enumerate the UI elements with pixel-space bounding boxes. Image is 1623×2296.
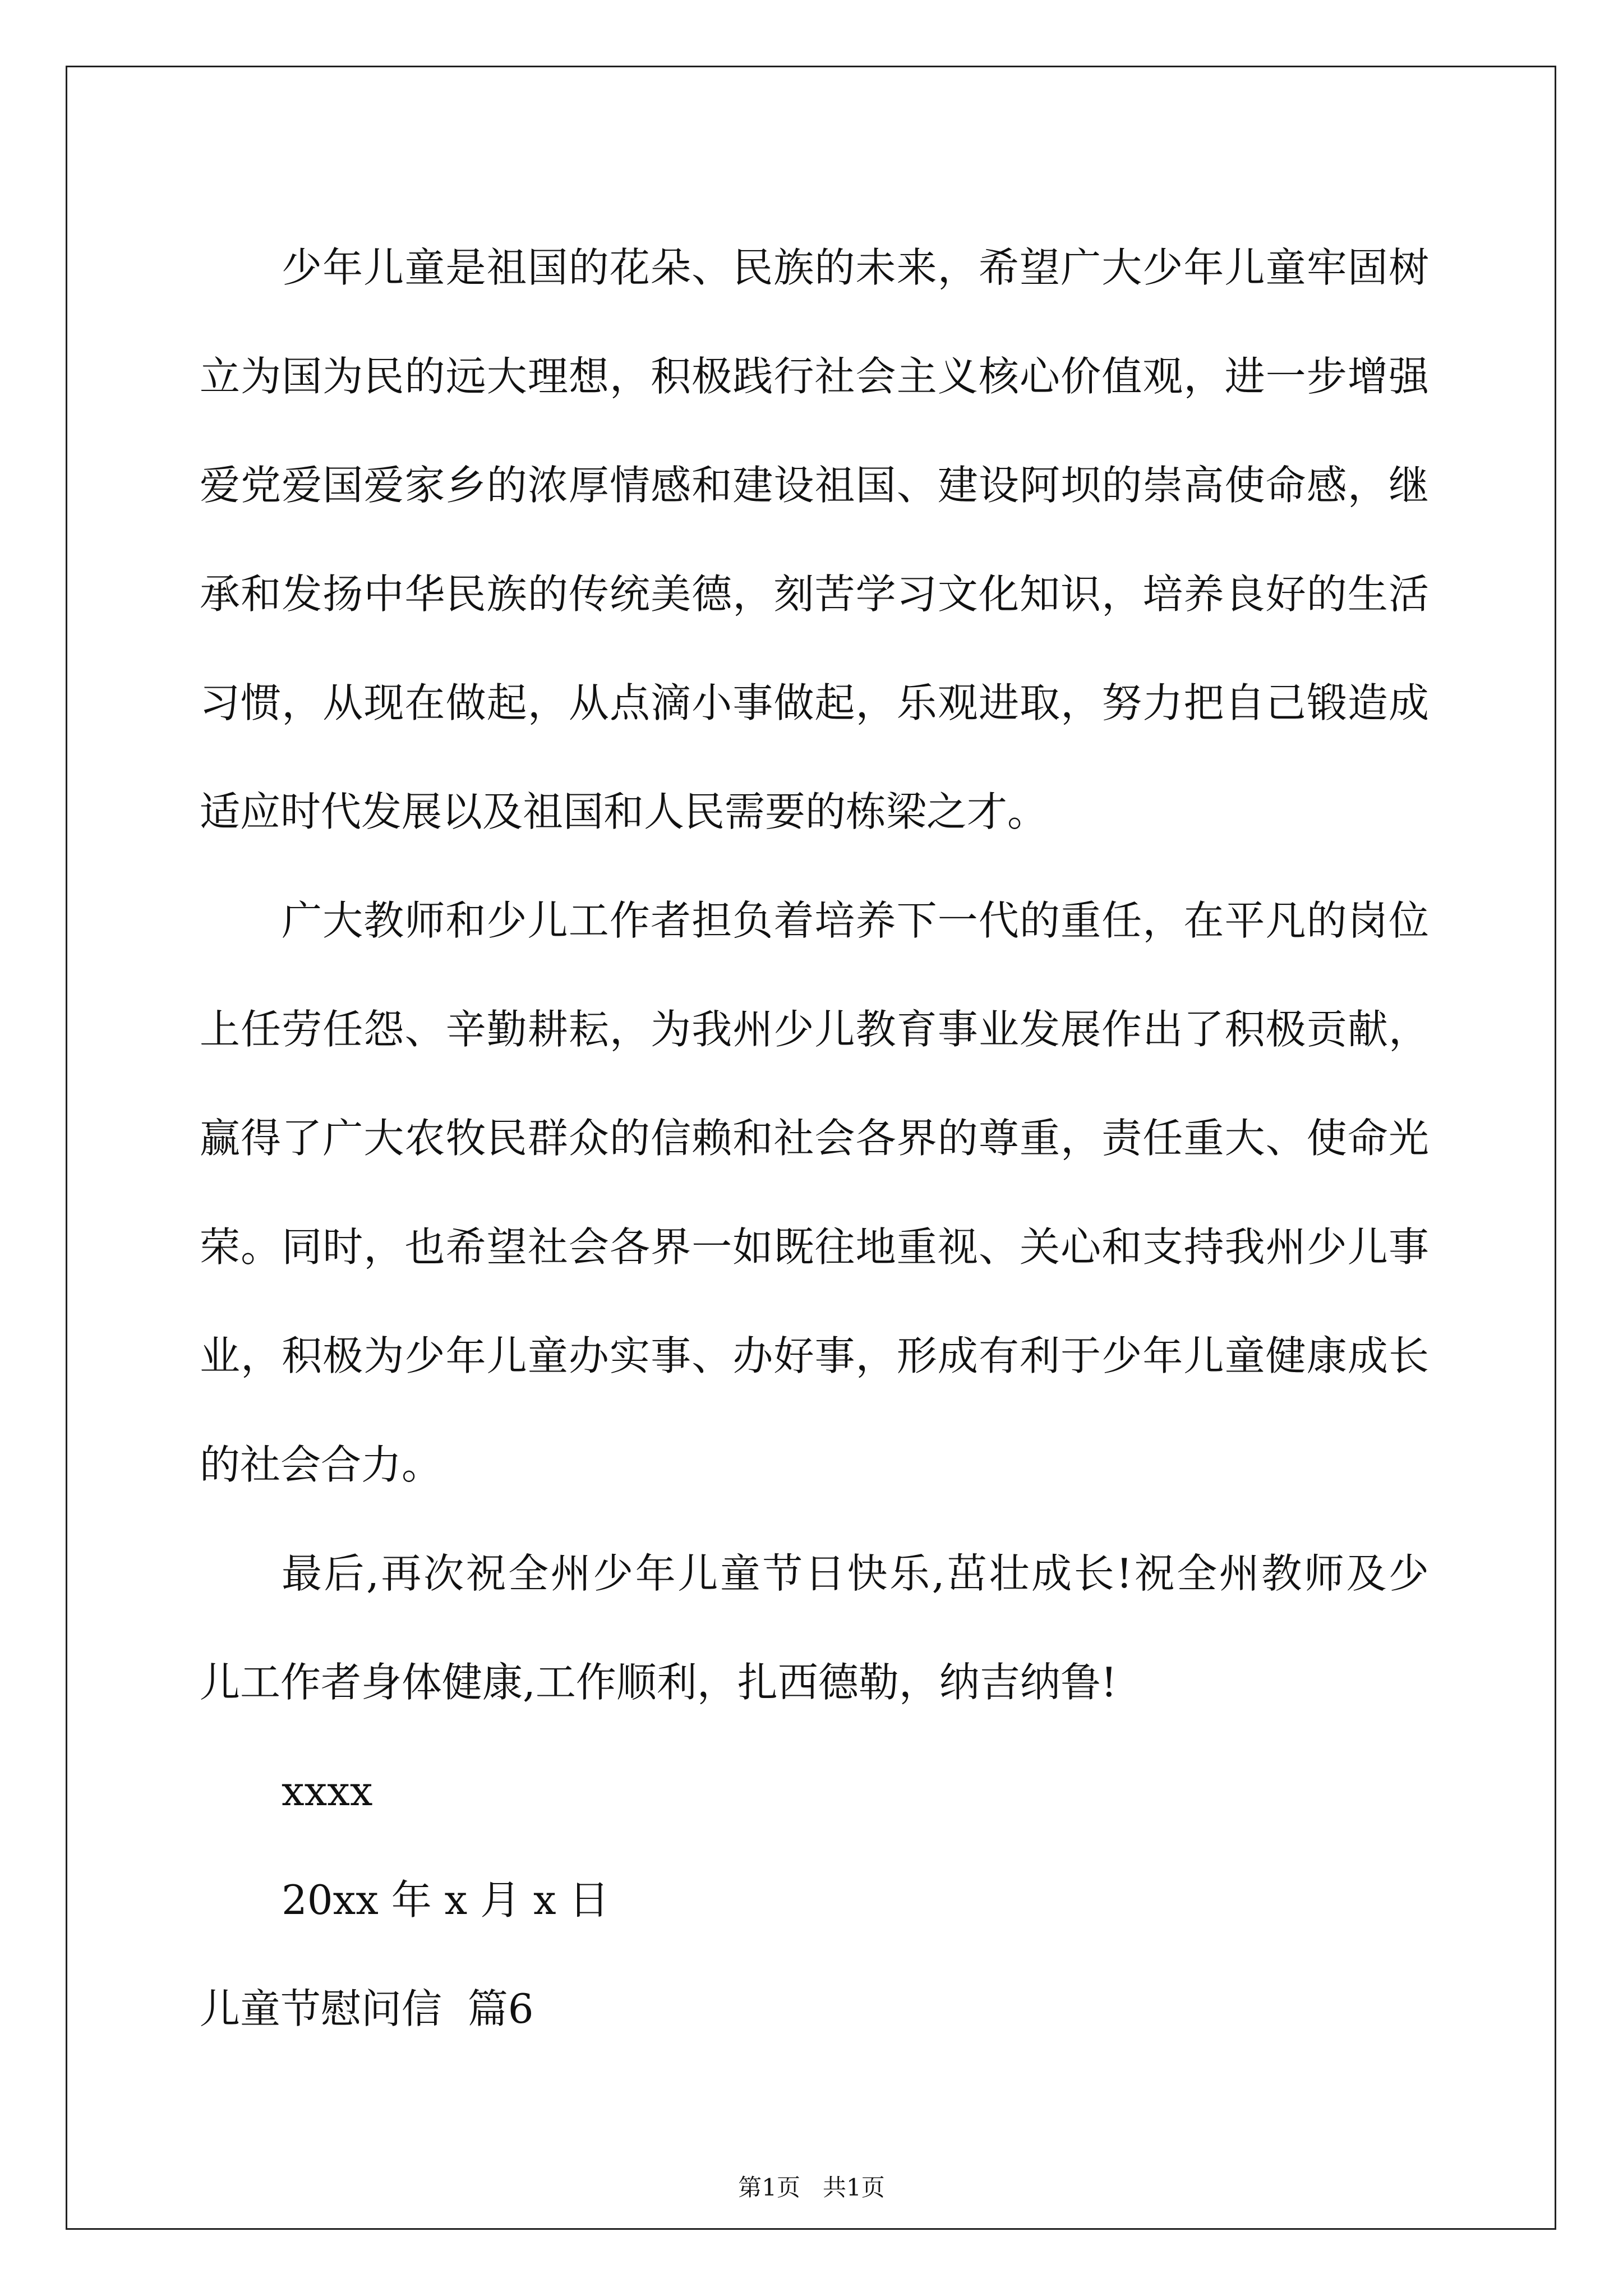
paragraph-line: 上任劳任怨、辛勤耕耘，为我州少儿教育事业发展作出了积极贡献，	[200, 1006, 1429, 1053]
letter-date: 20xx 年 x 月 x 日	[282, 1876, 610, 1924]
paragraph-line: 赢得了广大农牧民群众的信赖和社会各界的尊重，责任重大、使命光	[200, 1115, 1429, 1162]
paragraph-line: 业，积极为少年儿童办实事、办好事，形成有利于少年儿童健康成长	[200, 1332, 1429, 1379]
paragraph-line: 习惯，从现在做起，从点滴小事做起，乐观进取，努力把自己锻造成	[200, 679, 1429, 726]
paragraph-line: 立为国为民的远大理想，积极践行社会主义核心价值观，进一步增强	[200, 353, 1429, 400]
letter-body	[200, 213, 1429, 2063]
paragraph-line: 的社会合力。	[200, 1441, 442, 1488]
paragraph-line: 最后,再次祝全州少年儿童节日快乐,茁壮成长!祝全州教师及少	[282, 1550, 1429, 1597]
next-section-heading: 儿童节慰问信 篇6	[200, 1985, 534, 2032]
page-footer: 第1页 共1页	[738, 2174, 885, 2201]
paragraph-line: 少年儿童是祖国的花朵、民族的未来，希望广大少年儿童牢固树	[282, 244, 1429, 291]
paragraph-line: 广大教师和少儿工作者担负着培养下一代的重任，在平凡的岗位	[282, 897, 1429, 944]
paragraph-1	[200, 213, 1429, 866]
paragraph-line: 荣。同时，也希望社会各界一如既往地重视、关心和支持我州少儿事	[200, 1223, 1429, 1271]
paragraph-line: 爱党爱国爱家乡的浓厚情感和建设祖国、建设阿坝的崇高使命感，继	[200, 462, 1429, 509]
signature: xxxx	[282, 1768, 373, 1815]
paragraph-2	[200, 866, 1429, 1519]
paragraph-line: 适应时代发展以及祖国和人民需要的栋梁之才。	[200, 788, 1048, 835]
paragraph-line: 儿工作者身体健康,工作顺利，扎西德勒，纳吉纳鲁!	[200, 1659, 1117, 1706]
paragraph-3	[200, 1519, 1429, 1737]
paragraph-line: 承和发扬中华民族的传统美德，刻苦学习文化知识，培养良好的生活	[200, 570, 1429, 618]
